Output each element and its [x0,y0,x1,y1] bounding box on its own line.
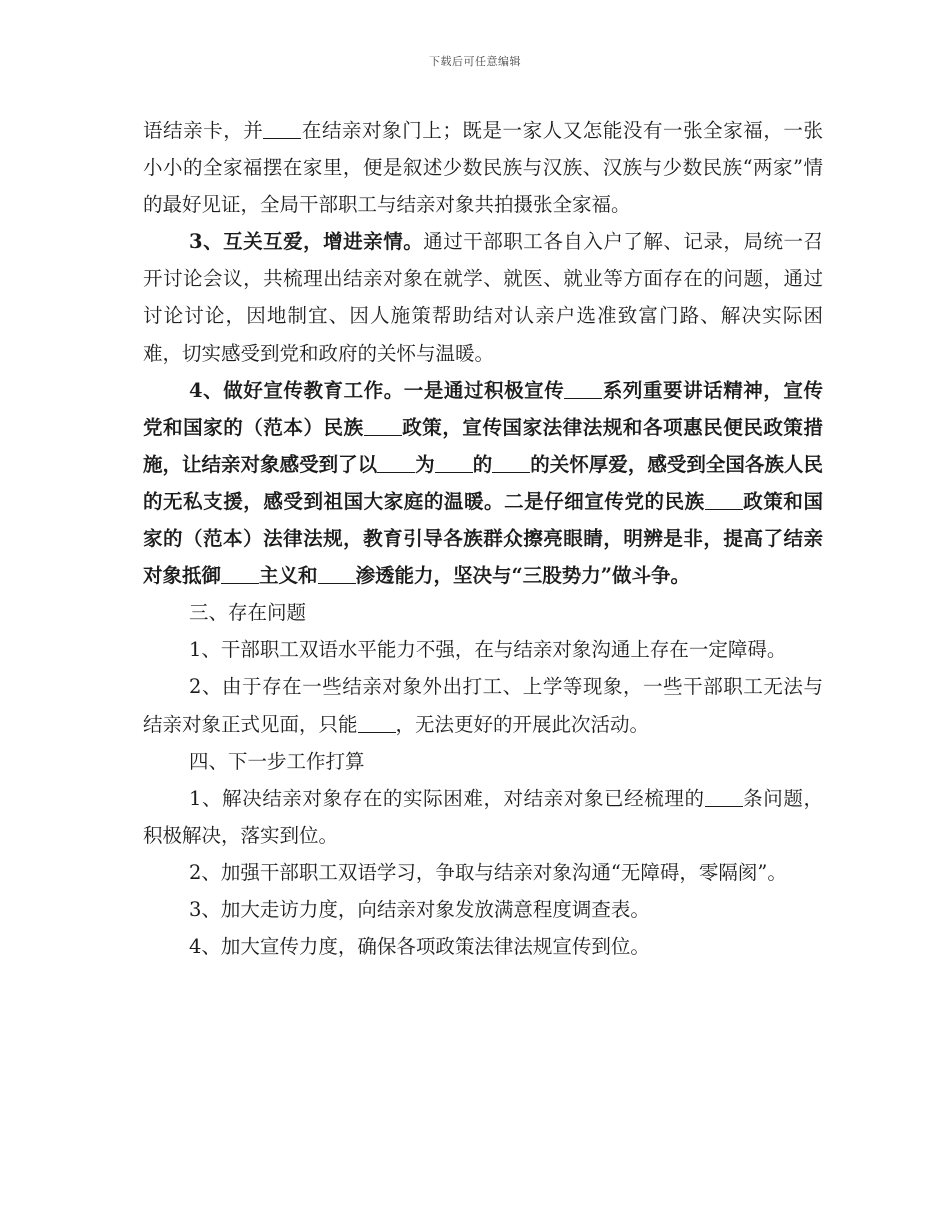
blank-line [705,788,743,807]
blank-line [377,454,415,473]
paragraph-problem-1: 1、干部职工双语水平能力不强，在与结亲对象沟通上存在一定障碍。 [189,638,787,662]
text-run: 主义和 [259,564,318,588]
text-run: 渗透能力，坚决与“三股势力”做斗争。 [355,564,690,588]
text-run: 1、解决结亲对象存在的实际困难，对结亲对象已经梳理的 [189,786,705,810]
document-body [143,112,823,965]
paragraph-family-photo [143,112,823,223]
blank-line [492,454,530,473]
paragraph-heading: 3、互关互爱，增进亲情。 [189,230,424,254]
paragraph-plan-3: 3、加大走访力度，向结亲对象发放满意程度调查表。 [189,897,650,921]
text-run: 系列重要讲话精神，宣传党和国家的（范本）民族 [143,378,823,439]
paragraph-publicity [143,372,823,595]
blank-line [364,417,402,436]
text-run: 政策，宣传国家法律法规和各项惠民便民政策措施，让结亲对象感受到了以 [143,415,823,476]
text-run: 为 [415,452,435,476]
text-run: 的 [472,452,493,476]
paragraph-mutual-care [143,223,823,371]
text-run: 条问题，积极解决，落实到位。 [143,786,823,847]
blank-line [263,120,301,139]
text-run: 2、由于存在一些结亲对象外出打工、上学等现象，一些干部职工无法与结亲对象正式见面，只能 [143,675,823,736]
blank-line [221,566,259,585]
text-run: ，无法更好的开展此次活动。 [395,712,650,736]
paragraph-plan-2: 2、加强干部职工双语学习，争取与结亲对象沟通“无障碍，零隔阂”。 [189,860,787,884]
text-run: 通过干部职工各自入户了解、记录，局统一召开讨论会议，共梳理出结亲对象在就学、就医、就业等方面存在的问题，通过讨论讨论，因地制宜、因人施策帮助结对认亲户选准致富门路、解决实际困难，切实感受到党和政府的关怀与温暖。 [143,230,823,365]
section-heading-next-steps: 四、下一步工作打算 [189,749,365,773]
text-run: 在结亲对象门上；既是一家人又怎能没有一张全家福，一张小小的全家福摆在家里，便是叙述少数民族与汉族、汉族与少数民族“两家”情的最好见证，全局干部职工与结亲对象共拍摄张全家福。 [143,119,823,217]
blank-line [705,491,743,510]
blank-line [435,454,473,473]
paragraph-plan-4: 4、加大宣传力度，确保各项政策法律法规宣传到位。 [189,935,650,959]
section-heading-problems: 三、存在问题 [189,601,307,625]
paragraph-plan-1 [143,780,823,854]
page-header: 下载后可任意编辑 [429,55,521,68]
text-run: 的关怀厚爱，感受到全国各族人民的无私支援，感受到祖国大家庭的温暖。二是仔细宣传党的民族 [143,452,823,513]
blank-line [358,714,396,733]
text-run: 语结亲卡，并 [143,119,264,142]
text-run: 政策和国家的（范本）法律法规，教育引导各族群众擦亮眼睛，明辨是非，提高了结亲对象抵御 [143,489,823,588]
text-run: 4、做好宣传教育工作。一是通过积极宣传 [189,378,565,402]
blank-line [564,380,602,399]
paragraph-problem-2 [143,668,823,742]
blank-line [318,566,356,585]
